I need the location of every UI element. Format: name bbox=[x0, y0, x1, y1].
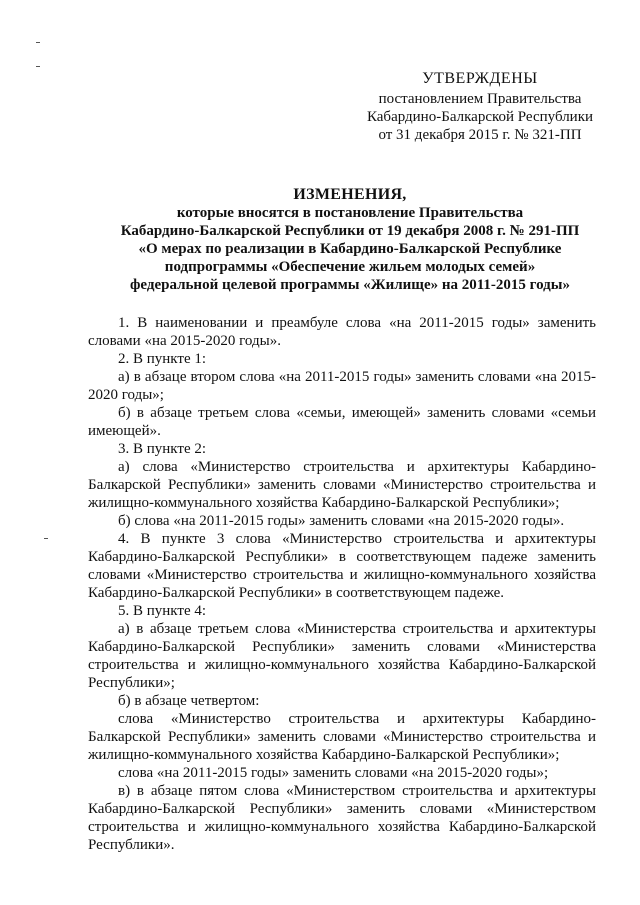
paragraph: в) в абзаце пятом слова «Министерством строительства и архитектуры Кабардино-Балкарской Республики» заменить словами «Министерством строительства и жилищно-коммунального хозяйства Кабардино-Балкарской Республики». bbox=[88, 783, 596, 853]
approval-heading: УТВЕРЖДЕНЫ bbox=[422, 70, 538, 87]
scan-mark bbox=[36, 42, 40, 43]
paragraph: б) слова «на 2011-2015 годы» заменить словами «на 2015-2020 годы». bbox=[118, 513, 565, 529]
paragraph: 3. В пункте 2: bbox=[118, 441, 207, 457]
document-title bbox=[100, 186, 600, 294]
paragraph: слова «Министерство строительства и архитектуры Кабардино-Балкарской Республики» заменить словами «Министерство строительства и жилищно-коммунального хозяйства Кабардино-Балкарской Республики»; bbox=[88, 711, 596, 763]
paragraph: а) в абзаце втором слова «на 2011-2015 годы» заменить словами «на 2015-2020 годы»; bbox=[88, 369, 596, 403]
paragraph: б) в абзаце четвертом: bbox=[118, 693, 260, 709]
scan-mark bbox=[44, 538, 48, 539]
approval-line: от 31 декабря 2015 г. № 321-ПП bbox=[378, 127, 582, 143]
paragraph: а) слова «Министерство строительства и архитектуры Кабардино-Балкарской Республики» заменить словами «Министерство строительства и жилищно-коммунального хозяйства Кабардино-Балкарской Республики»; bbox=[88, 459, 596, 511]
title-line: которые вносятся в постановление Правительства bbox=[176, 205, 524, 221]
paragraph: 1. В наименовании и преамбуле слова «на 2011-2015 годы» заменить словами «на 2015-2020 годы». bbox=[88, 315, 596, 349]
paragraph: б) в абзаце третьем слова «семьи, имеющей» заменить словами «семьи имеющей». bbox=[88, 405, 596, 439]
paragraph: 5. В пункте 4: bbox=[118, 603, 207, 619]
approval-line: Кабардино-Балкарской Республики bbox=[366, 109, 594, 125]
paragraph: 2. В пункте 1: bbox=[118, 351, 207, 367]
document-body bbox=[88, 314, 596, 854]
paragraph: а) в абзаце третьем слова «Министерства строительства и архитектуры Кабардино-Балкарской Республики» заменить словами «Министерства строительства и жилищно-коммунального хозяйства Кабардино-Балкарской Республики»; bbox=[88, 621, 596, 691]
title-line: Кабардино-Балкарской Республики от 19 декабря 2008 г. № 291-ПП bbox=[120, 223, 580, 239]
title-line: «О мерах по реализации в Кабардино-Балкарской Республике bbox=[138, 241, 562, 257]
title-line: федеральной целевой программы «Жилище» на 2011-2015 годы» bbox=[130, 277, 570, 293]
paragraph: слова «на 2011-2015 годы» заменить словами «на 2015-2020 годы»; bbox=[118, 765, 549, 781]
title-main: ИЗМЕНЕНИЯ, bbox=[293, 186, 407, 203]
title-line: подпрограммы «Обеспечение жильем молодых семей» bbox=[164, 259, 536, 275]
paragraph: 4. В пункте 3 слова «Министерство строительства и архитектуры Кабардино-Балкарской Республики» в соответствующем падеже заменить словами «Министерство строительства и жилищно-коммунального хозяйства Кабардино-Балкарской Республики» в соответствующем падеже. bbox=[88, 531, 596, 601]
approval-line: постановлением Правительства bbox=[378, 91, 582, 107]
scan-mark bbox=[36, 66, 40, 67]
approval-stamp bbox=[360, 70, 600, 144]
